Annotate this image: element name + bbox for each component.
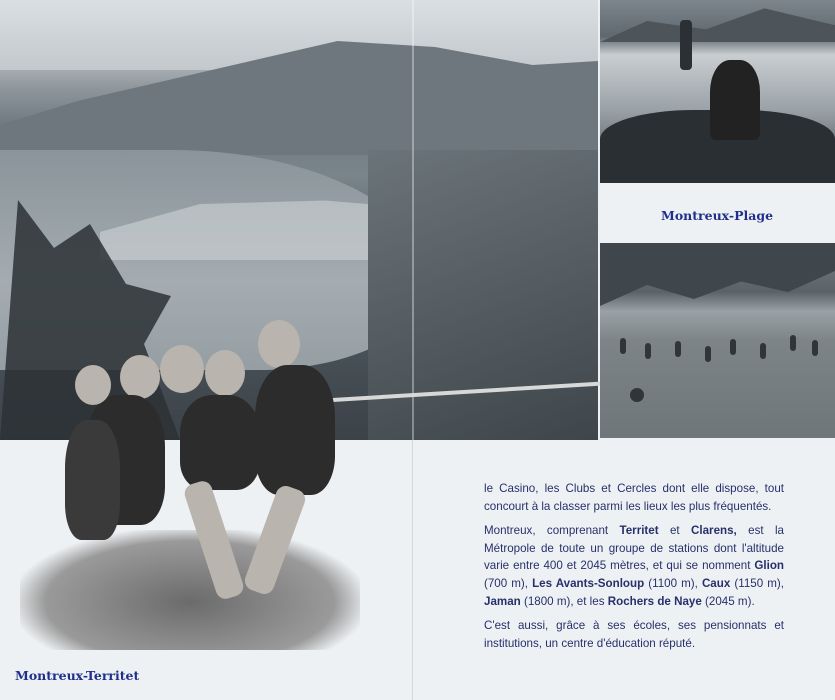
girl-body [255, 365, 335, 495]
altitude-caux: (1150 m), [730, 576, 784, 590]
water-ski-photo [600, 0, 835, 183]
back-man-head [75, 365, 111, 405]
gymnast [645, 343, 651, 359]
beach-gymnastics-photo [600, 243, 835, 438]
gymnast [790, 335, 796, 351]
mountains [600, 0, 835, 42]
woman-body [180, 395, 260, 490]
third-head [160, 345, 204, 393]
place-glion: Glion [754, 559, 784, 573]
place-les-avants-sonloup: Les Avants-Sonloup [532, 576, 645, 590]
gymnast [705, 346, 711, 362]
paragraph-2 [484, 522, 784, 610]
woman-head [205, 350, 245, 396]
caption-montreux-plage: Montreux-Plage [661, 208, 774, 223]
p2-text: est la Métropole de toute un groupe de stations dont l'altitude varie entre 400 et 2045 mètres, et qui se nomment [484, 524, 784, 573]
p2-text: Montreux, comprenant [484, 524, 620, 538]
man-head [120, 355, 160, 399]
tree-line [600, 243, 835, 313]
place-rochers-de-naye: Rochers de Naye [607, 594, 702, 608]
sitting-person [630, 388, 644, 402]
page-fold [412, 0, 414, 440]
gymnast [760, 343, 766, 359]
altitude-les-avants: (1100 m), [644, 576, 702, 590]
place-territet: Territet [619, 524, 659, 538]
boat-driver [710, 60, 760, 140]
altitude-glion: (700 m), [484, 576, 533, 590]
girl-head [258, 320, 300, 368]
place-caux: Caux [701, 576, 731, 590]
gymnast [812, 340, 818, 356]
brochure-fold [412, 440, 413, 700]
water-skier [680, 20, 692, 70]
altitude-jaman: (1800 m), et les [520, 594, 608, 608]
body-text [484, 480, 784, 659]
tug-of-war-photo [20, 310, 400, 650]
caption-montreux-territet: Montreux-Territet [15, 668, 140, 683]
gymnast [620, 338, 626, 354]
place-jaman: Jaman [484, 594, 521, 608]
grass-shadow [20, 530, 360, 650]
paragraph-3: C'est aussi, grâce à ses écoles, ses pensionnats et institutions, un centre d'éducation réputé. [484, 619, 784, 650]
place-clarens: Clarens, [691, 524, 737, 538]
gymnast [675, 341, 681, 357]
altitude-rochers-de-naye: (2045 m). [701, 594, 755, 608]
paragraph-1: le Casino, les Clubs et Cercles dont elle dispose, tout concourt à la classer parmi les lieux les plus fréquentés. [484, 482, 784, 513]
gymnast [730, 339, 736, 355]
p2-text: et [658, 524, 692, 538]
back-man-body [65, 420, 120, 540]
